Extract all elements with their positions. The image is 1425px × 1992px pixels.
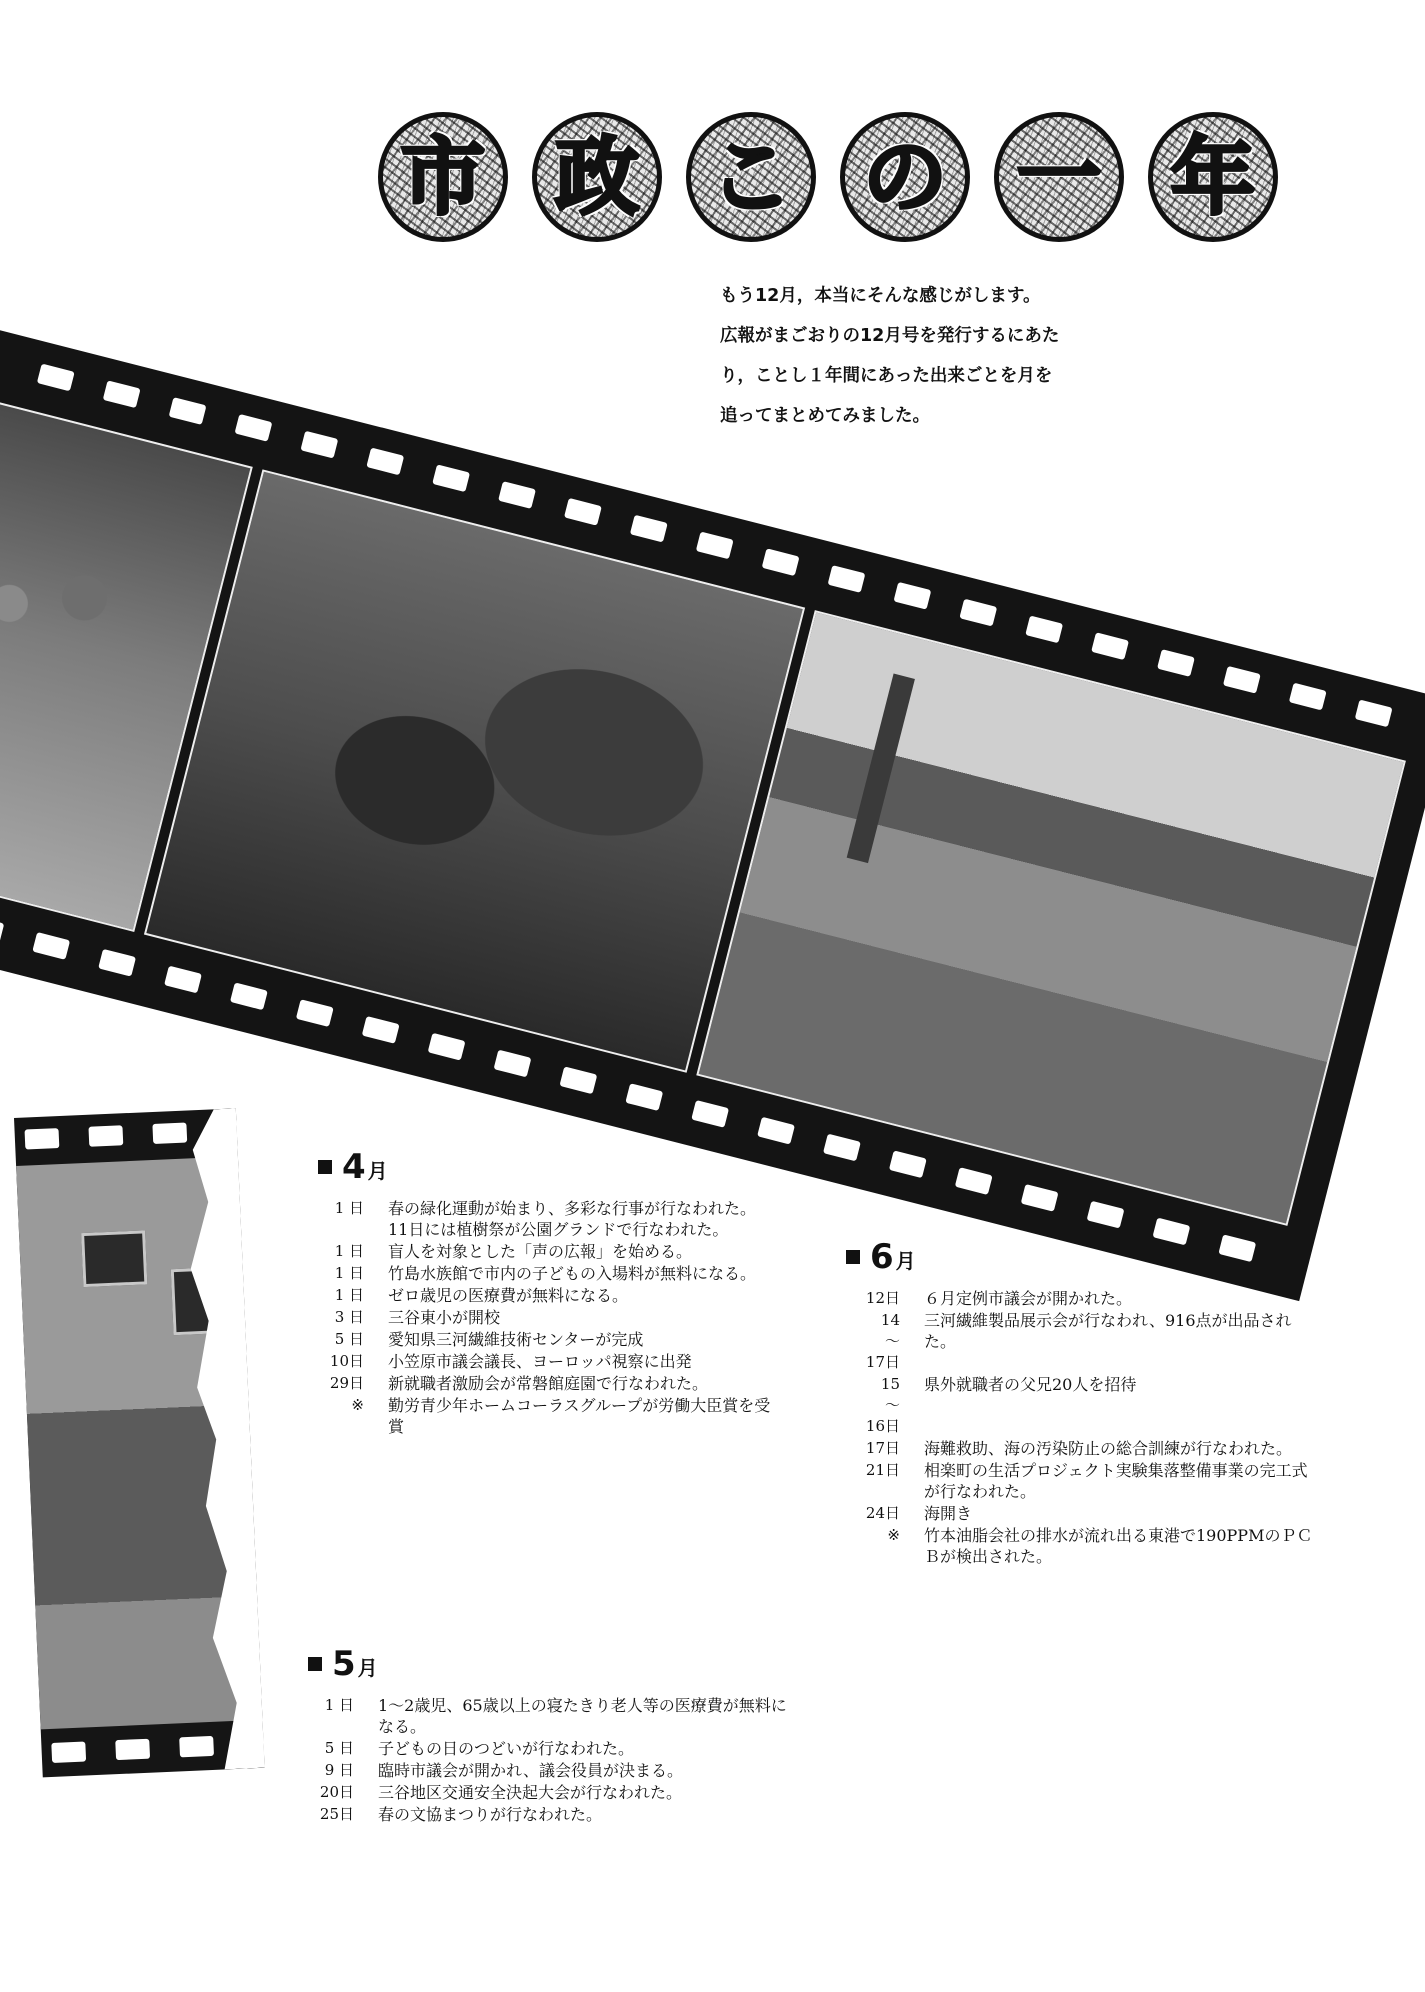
event-text: 愛知県三河繊維技術センターが完成 xyxy=(388,1330,644,1349)
event-date: 12日 xyxy=(865,1289,900,1307)
sprocket-hole xyxy=(362,1016,400,1044)
event-item xyxy=(308,1738,788,1759)
title-char-circle xyxy=(1148,112,1278,242)
sprocket-hole xyxy=(366,448,404,476)
sprocket-hole xyxy=(179,1736,214,1757)
sprocket-hole xyxy=(243,1733,264,1754)
event-date: 9 日 xyxy=(324,1761,354,1779)
event-text: 盲人を対象とした「声の広報」を始める。 xyxy=(388,1242,693,1261)
sprocket-hole xyxy=(630,515,668,543)
title-char: 市 xyxy=(400,128,485,226)
event-date: 15 〜 16日 xyxy=(865,1375,900,1435)
intro-line: もう12月，本当にそんな感じがします。 xyxy=(720,286,1041,306)
sprocket-hole xyxy=(152,1122,187,1143)
event-item xyxy=(308,1804,788,1825)
event-item xyxy=(318,1307,773,1328)
square-bullet-icon xyxy=(318,1160,332,1174)
event-text: 春の文協まつりが行なわれた。 xyxy=(378,1805,603,1824)
title-char: こ xyxy=(708,128,793,226)
photo-window xyxy=(81,1230,147,1287)
sprocket-hole xyxy=(691,1100,729,1128)
sprocket-hole xyxy=(696,532,734,560)
month-section-april xyxy=(318,1147,773,1438)
sprocket-hole xyxy=(164,966,202,994)
sprocket-hole xyxy=(37,364,75,392)
sprocket-hole xyxy=(51,1741,86,1762)
sprocket-hole xyxy=(564,498,602,526)
event-text: 1〜2歳児、65歳以上の寝たきり老人等の医療費が無料になる。 xyxy=(378,1696,787,1736)
event-date: 1 日 xyxy=(334,1242,364,1260)
event-date: 25日 xyxy=(319,1805,354,1823)
title-char: 年 xyxy=(1170,128,1255,226)
event-date: 10日 xyxy=(329,1352,364,1370)
sprocket-hole xyxy=(0,915,4,943)
sprocket-hole xyxy=(103,380,141,408)
event-item xyxy=(308,1782,788,1803)
sprocket-hole xyxy=(498,481,536,509)
sprocket-hole xyxy=(625,1083,663,1111)
event-date: 20日 xyxy=(319,1783,354,1801)
event-item xyxy=(846,1374,1316,1437)
event-date: 1 日 xyxy=(324,1696,354,1714)
event-item xyxy=(846,1525,1316,1567)
month-section-june xyxy=(846,1237,1316,1568)
event-text: 相楽町の生活プロジェクト実験集落整備事業の完工式が行なわれた。 xyxy=(924,1461,1308,1501)
event-item xyxy=(846,1438,1316,1459)
sprocket-hole xyxy=(1021,1184,1059,1212)
intro-line: り，ことし１年間にあった出来ごとを月を xyxy=(720,366,1053,386)
event-item xyxy=(318,1241,773,1262)
title-char-circle xyxy=(532,112,662,242)
intro-paragraph xyxy=(720,276,1150,436)
sprocket-hole xyxy=(115,1739,150,1760)
sprocket-hole xyxy=(1025,615,1063,643)
event-text: 子どもの日のつどいが行なわれた。 xyxy=(378,1739,635,1758)
sprocket-hole xyxy=(98,949,136,977)
title-char: 政 xyxy=(554,128,639,226)
sprocket-hole xyxy=(1355,699,1393,727)
sprocket-hole xyxy=(432,464,470,492)
event-item xyxy=(846,1288,1316,1309)
event-date: 21日 xyxy=(865,1461,900,1479)
sprocket-hole xyxy=(494,1050,532,1078)
title-char-circle xyxy=(378,112,508,242)
event-item xyxy=(318,1263,773,1284)
event-date: 1 日 xyxy=(334,1199,364,1217)
event-text: 小笠原市議会議長、ヨーロッパ視察に出発 xyxy=(388,1352,692,1371)
sprocket-hole xyxy=(828,565,866,593)
sprocket-hole xyxy=(1087,1201,1125,1229)
sprocket-hole xyxy=(235,414,273,442)
event-date: 5 日 xyxy=(324,1739,354,1757)
event-item xyxy=(846,1460,1316,1502)
month-section-may xyxy=(308,1644,788,1826)
square-bullet-icon xyxy=(308,1657,322,1671)
event-text: 竹島水族館で市内の子どもの入場料が無料になる。 xyxy=(388,1264,757,1283)
sprocket-hole xyxy=(559,1066,597,1094)
photo-chimney xyxy=(847,674,915,864)
event-text: 勤労青少年ホームコーラスグループが労働大臣賞を受賞 xyxy=(388,1396,771,1436)
intro-line: 広報がまごおりの12月号を発行するにあた xyxy=(720,326,1060,346)
event-item xyxy=(318,1198,773,1240)
sprocket-hole xyxy=(1157,649,1195,677)
event-item xyxy=(318,1329,773,1350)
sprocket-hole xyxy=(169,397,207,425)
event-text: 県外就職者の父兄20人を招待 xyxy=(924,1375,1137,1394)
intro-line: 追ってまとめてみました。 xyxy=(720,406,930,426)
sprocket-hole xyxy=(300,431,338,459)
sprocket-hole xyxy=(25,1128,60,1149)
month-suffix: 月 xyxy=(357,1656,378,1680)
event-item xyxy=(846,1310,1316,1373)
event-item xyxy=(308,1695,788,1737)
event-date: 1 日 xyxy=(334,1286,364,1304)
event-date: 29日 xyxy=(329,1374,364,1392)
event-text: 春の緑化運動が始まり、多彩な行事が行なわれた。11日には植樹祭が公園グランドで行なわれた。 xyxy=(388,1199,757,1239)
title-char: 一 xyxy=(1016,128,1101,226)
event-item xyxy=(318,1351,773,1372)
event-text: 三河繊維製品展示会が行なわれ、916点が出品された。 xyxy=(924,1311,1292,1351)
event-item xyxy=(846,1503,1316,1524)
month-heading xyxy=(308,1644,788,1684)
event-item xyxy=(318,1373,773,1394)
sprocket-hole xyxy=(889,1150,927,1178)
month-number: 4 xyxy=(342,1147,366,1187)
event-item xyxy=(318,1285,773,1306)
title-char-circle xyxy=(840,112,970,242)
sprocket-hole xyxy=(1289,683,1327,711)
event-date: 1 日 xyxy=(334,1264,364,1282)
month-suffix: 月 xyxy=(367,1159,388,1183)
sprocket-hole xyxy=(32,932,70,960)
sprocket-hole xyxy=(1223,666,1261,694)
event-text: 竹本油脂会社の排水が流れ出る東港で190PPMのＰＣＢが検出された。 xyxy=(924,1526,1313,1566)
sprocket-hole xyxy=(88,1125,123,1146)
photo-tree-planting xyxy=(144,469,805,1072)
title-char: の xyxy=(862,128,947,226)
event-date: 17日 xyxy=(865,1439,900,1457)
sprocket-hole xyxy=(296,999,334,1027)
event-date: 3 日 xyxy=(334,1308,364,1326)
event-text: 三谷東小が開校 xyxy=(388,1308,501,1327)
sprocket-hole xyxy=(757,1117,795,1145)
sprocket-hole xyxy=(428,1033,466,1061)
event-text: ゼロ歳児の医療費が無料になる。 xyxy=(388,1286,629,1305)
page-title xyxy=(378,112,1318,244)
event-item xyxy=(308,1760,788,1781)
month-number: 5 xyxy=(332,1644,356,1684)
event-text: ６月定例市議会が開かれた。 xyxy=(924,1289,1133,1308)
event-date: ※ xyxy=(887,1526,900,1544)
month-heading xyxy=(318,1147,773,1187)
event-date: 5 日 xyxy=(334,1330,364,1348)
sprocket-hole xyxy=(1091,632,1129,660)
event-item xyxy=(318,1395,773,1437)
sprocket-hole xyxy=(955,1167,993,1195)
event-text: 三谷地区交通安全決起大会が行なわれた。 xyxy=(378,1783,683,1802)
event-date: ※ xyxy=(351,1396,364,1414)
event-text: 海開き xyxy=(924,1504,973,1523)
event-date: 24日 xyxy=(865,1504,900,1522)
sprocket-hole xyxy=(230,982,268,1010)
title-char-circle xyxy=(686,112,816,242)
sprocket-hole xyxy=(762,548,800,576)
event-date: 14 〜 17日 xyxy=(865,1311,900,1371)
sprocket-hole xyxy=(893,582,931,610)
month-heading xyxy=(846,1237,1316,1277)
film-strip-torn xyxy=(14,1108,265,1777)
event-text: 臨時市議会が開かれ、議会役員が決まる。 xyxy=(378,1761,683,1780)
sprocket-hole xyxy=(959,599,997,627)
sprocket-hole xyxy=(823,1134,861,1162)
month-number: 6 xyxy=(870,1237,894,1277)
event-text: 新就職者激励会が常磐館庭園で行なわれた。 xyxy=(388,1374,709,1393)
title-char-circle xyxy=(994,112,1124,242)
event-text: 海難救助、海の汚染防止の総合訓練が行なわれた。 xyxy=(924,1439,1293,1458)
month-suffix: 月 xyxy=(895,1249,916,1273)
square-bullet-icon xyxy=(846,1250,860,1264)
